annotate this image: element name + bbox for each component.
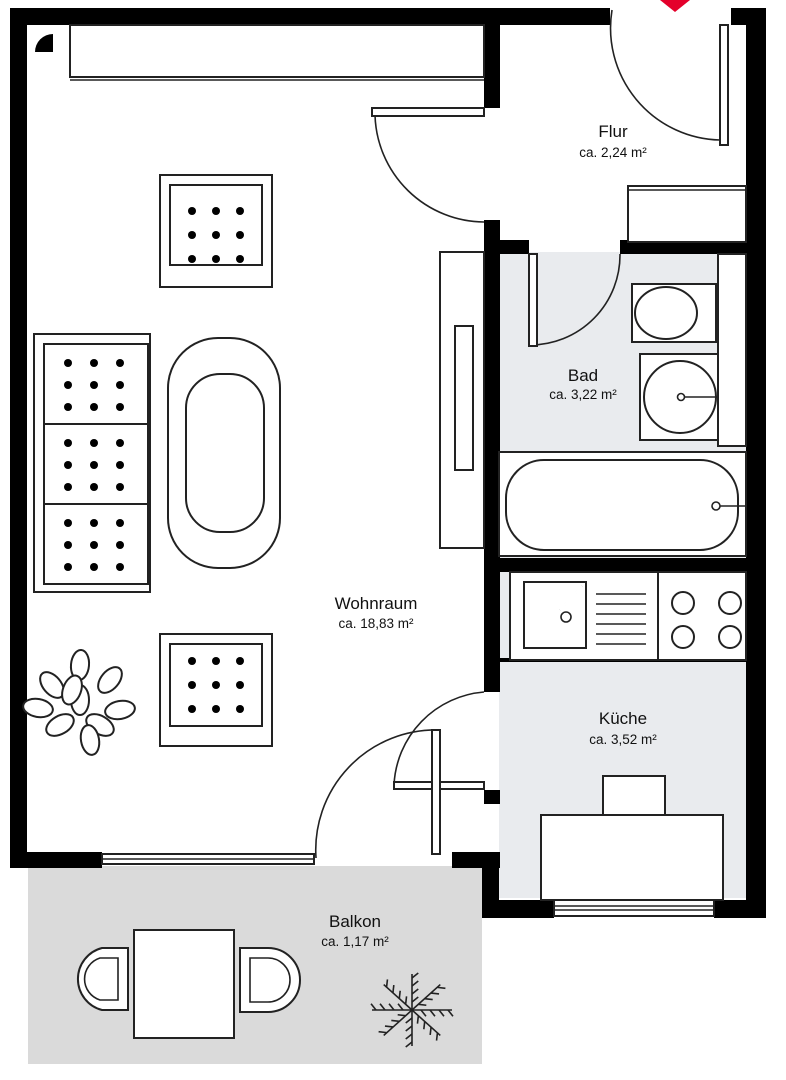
chimney-icon	[35, 34, 53, 52]
room-name-wohnraum: Wohnraum	[334, 594, 418, 613]
chair-icon	[240, 948, 300, 1012]
kitchen-sink-icon	[510, 572, 658, 660]
plant-icon	[22, 649, 137, 756]
coffee-table-icon	[168, 338, 280, 568]
room-name-flur: Flur	[598, 122, 628, 141]
room-name-balkon: Balkon	[329, 912, 381, 931]
wardrobe-icon	[628, 186, 746, 242]
room-area-balkon: ca. 1,17 m²	[321, 934, 389, 949]
room-name-kueche: Küche	[598, 709, 648, 728]
entrance-marker-icon	[660, 0, 690, 12]
bathtub-icon	[499, 452, 746, 556]
room-area-wohnraum: ca. 18,83 m²	[338, 616, 414, 631]
dining-table-icon	[134, 930, 234, 1038]
door-swing-icon	[316, 730, 440, 858]
door-swing-icon	[372, 108, 484, 222]
stove-icon	[658, 572, 746, 660]
window-icon	[554, 900, 714, 916]
toilet-icon	[632, 284, 716, 342]
room-area-bad: ca. 3,22 m²	[549, 387, 617, 402]
room-area-kueche: ca. 3,52 m²	[589, 732, 657, 747]
sink-icon	[640, 354, 718, 440]
tv-unit-icon	[440, 252, 484, 548]
room-name-bad: Bad	[567, 366, 599, 385]
room-area-flur: ca. 2,24 m²	[579, 145, 647, 160]
window-icon	[70, 25, 484, 80]
chair-icon	[78, 948, 128, 1010]
bath-shelf	[718, 254, 746, 446]
door-swing-icon	[611, 10, 728, 145]
armchair-icon	[160, 634, 272, 746]
window-icon	[102, 854, 314, 864]
